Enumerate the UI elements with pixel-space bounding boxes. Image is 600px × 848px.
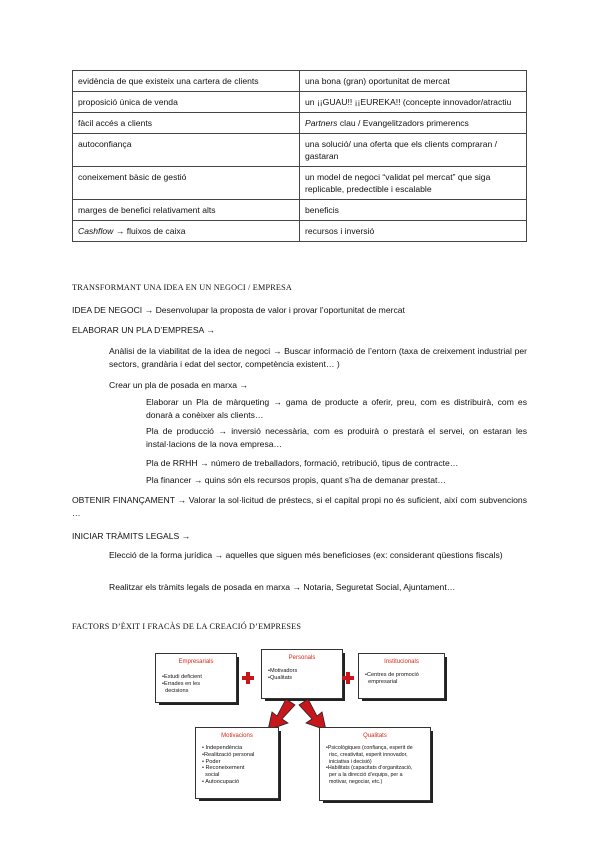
table-cell-outcome	[300, 113, 527, 134]
table-cell-requirement	[73, 92, 300, 113]
table-cell-outcome	[300, 71, 527, 92]
table-cell-requirement	[73, 71, 300, 92]
box-title: Motivacions	[221, 733, 253, 739]
table-row	[73, 113, 527, 134]
finance-plan: Pla financer → quins són els recursos propis, quant s’ha de demanar prestat…	[146, 475, 446, 485]
table-cell-text: proposició única de venda	[78, 97, 178, 107]
table-cell-emphasis: Cashflow	[78, 226, 114, 236]
box-item: decisions	[162, 687, 189, 694]
table-cell-outcome	[300, 221, 527, 242]
table-cell-emphasis: Partners	[305, 118, 338, 128]
box-item: • Poder	[202, 758, 221, 765]
box-item: empresarial	[365, 678, 398, 685]
table-cell-text: coneixement bàsic de gestió	[78, 172, 187, 182]
table-cell-text: fàcil accés a clients	[78, 118, 153, 128]
legal-heading: INICIAR TRÀMITS LEGALS →	[72, 531, 191, 541]
table-cell-requirement	[73, 113, 300, 134]
table-cell-requirement	[73, 134, 300, 167]
box-item: risc, creativitat, esperit innovador,	[326, 751, 408, 758]
production-plan: Pla de producció → inversió necessària, com es produirà o prestarà el servei, on estaran les instal·lacions de la nova empresa…	[146, 426, 527, 449]
table-cell-outcome	[300, 200, 527, 221]
table-cell-text: un model de negoci “validat pel mercat” que siga replicable, predectible i escalable	[305, 172, 491, 194]
comparison-table	[72, 70, 527, 242]
box-item: motivar, negociar, etc.)	[326, 778, 383, 785]
table-row	[73, 200, 527, 221]
table-row	[73, 71, 527, 92]
box-item: •Psicològiques (confiança, esperit de	[326, 745, 413, 751]
obtain-funding: OBTENIR FINANÇAMENT → Valorar la sol·licitud de préstecs, si el capital propi no és suficient, així com subvencions …	[72, 495, 527, 518]
box-item: • Independència	[202, 745, 243, 751]
viability-analysis: Anàlisi de la viabilitat de la idea de negoci → Buscar informació de l’entorn (taxa de creixement industrial per sectors, grandària i edat del sector, competència existent… )	[109, 346, 527, 369]
table-row	[73, 221, 527, 242]
create-plan: Crear un pla de posada en marxa →	[109, 380, 249, 390]
box-item: per a la direcció d’equips, per a	[326, 772, 403, 779]
box-item: •Centres de promoció	[365, 672, 419, 678]
table-cell-text: clau / Evangelitzadors primerencs	[337, 118, 469, 128]
box-personals	[261, 649, 343, 699]
table-cell-text: marges de benefici relativament alts	[78, 205, 216, 215]
box-qualitats	[319, 727, 431, 801]
table-cell-requirement	[73, 167, 300, 200]
section-title-transform: TRANSFORMANT UNA IDEA EN UN NEGOCI / EMPRESA	[72, 283, 292, 292]
box-item: •Habilitats (capacitats d’organització,	[326, 765, 413, 772]
table-cell-text: evidència de que existeix una cartera de clients	[78, 76, 259, 86]
table-cell-outcome	[300, 92, 527, 113]
table-row	[73, 92, 527, 113]
box-item: iniciativa i decisió)	[326, 758, 372, 765]
plan-heading: ELABORAR UN PLA D’EMPRESA →	[72, 325, 215, 335]
box-title: Empresarials	[178, 659, 214, 665]
box-items	[320, 740, 430, 786]
plus-icon	[242, 672, 254, 684]
table-row	[73, 167, 527, 200]
table-cell-text: recursos i inversió	[305, 226, 375, 236]
box-title: Institucionals	[384, 659, 419, 665]
box-motivacions	[195, 727, 279, 799]
box-institucionals	[358, 653, 445, 699]
legal-steps: Realitzar els tràmits legals de posada en marxa → Notaria, Seguretat Social, Ajuntament…	[109, 582, 456, 592]
table-cell-text: → fluixos de caixa	[113, 226, 186, 236]
table-cell-outcome	[300, 134, 527, 167]
box-title: Qualitats	[363, 733, 387, 739]
plus-icon	[342, 672, 354, 684]
box-items	[262, 662, 342, 682]
box-items	[196, 740, 278, 786]
table-cell-text: un ¡¡GUAU!! ¡¡EUREKA!! (concepte innovador/atractiu	[305, 97, 512, 107]
box-item: •Errades en les	[162, 680, 201, 687]
box-items	[156, 666, 236, 694]
table-row	[73, 134, 527, 167]
box-item: •Qualitats	[268, 674, 293, 681]
arrow-left-icon	[268, 699, 295, 730]
marketing-plan: Elaborar un Pla de màrqueting → gama de producte a oferir, preu, com es distribuirà, com es donarà a conèixer als clients…	[146, 397, 527, 420]
box-item: • Autoocupació	[202, 778, 240, 785]
idea-de-negoci: IDEA DE NEGOCI → Desenvolupar la proposta de valor i provar l’oportunitat de mercat	[72, 305, 405, 315]
box-items	[359, 666, 444, 686]
box-item: •Motivadors	[268, 668, 298, 674]
box-item: social	[202, 772, 220, 779]
table-cell-text: una solució/ una oferta que els clients compraran / gastaran	[305, 139, 498, 161]
box-item: •Estudi deficient	[162, 674, 202, 680]
table-cell-requirement	[73, 221, 300, 242]
box-title: Personals	[288, 655, 316, 661]
box-empresarials	[155, 653, 237, 703]
table-cell-outcome	[300, 167, 527, 200]
arrow-right-icon	[299, 699, 326, 730]
box-item: •Realització personal	[202, 751, 255, 758]
table-cell-text: autoconfiança	[78, 139, 132, 149]
box-item: • Reconeixement	[202, 765, 245, 772]
table-cell-requirement	[73, 200, 300, 221]
table-cell-text: una bona (gran) oportunitat de mercat	[305, 76, 450, 86]
table-cell-text: beneficis	[305, 205, 339, 215]
legal-form: Elecció de la forma jurídica → aquelles que siguen més beneficioses (ex: considerant qüestions fiscals)	[109, 550, 503, 560]
rrhh-plan: Pla de RRHH → número de treballadors, formació, retribució, tipus de contracte…	[146, 458, 459, 468]
section-title-factors: FACTORS D’ÈXIT I FRACÀS DE LA CREACIÓ D’EMPRESES	[72, 622, 302, 631]
